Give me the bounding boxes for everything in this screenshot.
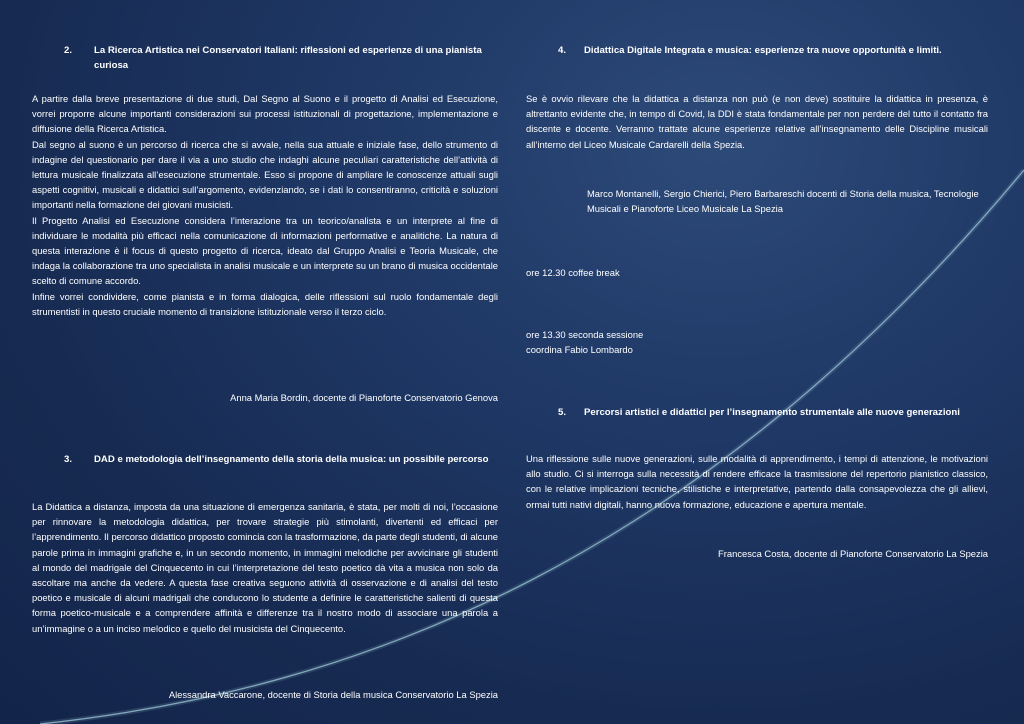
author-signature: Francesca Costa, docente di Pianoforte Conservatorio La Spezia (718, 548, 988, 559)
coffee-break (526, 265, 988, 280)
section-4-body (526, 91, 988, 152)
section-3-signature (32, 687, 498, 702)
author-signature: Anna Maria Bordin, docente di Pianoforte Conservatorio Genova (230, 392, 498, 403)
section-number: 4. (558, 45, 567, 56)
section-number: 5. (558, 407, 567, 418)
section-title: DAD e metodologia dell’insegnamento della storia della musica: un possibile percorso (94, 454, 489, 465)
paragraph: Se è ovvio rilevare che la didattica a distanza non può (e non deve) sostituire la didattica in presenza, è altrettanto evidente che, in tempo di Covid, la DDI è stata fondamentale per non perdere del tutto il contatto fra discente e docente. Verranno trattate alcune esperienze relative all’insegnamento delle Discipline musicali all’interno del Liceo Musicale Cardarelli della Spezia. (526, 93, 988, 150)
paragraph: Il Progetto Analisi ed Esecuzione considera l’interazione tra un teorico/analista e un interprete al fine di individuare le modalità più efficaci nella comunicazione di informazioni performative e analitiche. La natura di questa interazione è il focus di questo progetto di ricerca, ideato dal Gruppo Analisi e Teoria Musicale, che indaga la collaborazione tra uno specialista in analisi musicale e un interprete su un brano di musica occidentale scelto di comune accordo. (32, 214, 498, 287)
section-4-heading (526, 43, 988, 58)
section-3 (32, 452, 498, 467)
section-3-heading (32, 452, 498, 467)
paragraph: La Didattica a distanza, imposta da una situazione di emergenza sanitaria, è stata, per molti di noi, l’occasione per rinnovare la metodologia didattica, per trovare strategie più stimolanti, divertenti ed efficaci per l’apprendimento. Il percorso didattico proposto comincia con la trasformazione, da parte degli studenti, di alcune parole prima in immagini grafiche e, in un secondo momento, in immagini melodiche per avvicinare gli studenti al mondo del madrigale del Cinquecento in cui l’interpretazione del testo poetico dà vita a musica non solo da ascoltare ma anche da vedere. A questa fase creativa seguono attività di osservazione e di analisi del testo poetico e musicale di alcuni madrigali che conducono lo studente a definire le caratteristiche salienti di questa forma poetico-musicale e a comprendere affinità e differenze tra il nostro modo di associare una parola a un’immagine o a un inciso melodico e quello del musicista del Cinquecento. (32, 501, 498, 634)
section-2-body (32, 91, 498, 319)
section-number: 2. (64, 45, 73, 56)
section-title: La Ricerca Artistica nei Conservatori Italiani: riflessioni ed esperienze di una pianista curiosa (94, 45, 482, 71)
schedule-session: ore 13.30 seconda sessione (526, 329, 644, 340)
paragraph: Una riflessione sulle nuove generazioni, sulle modalità di apprendimento, i tempi di attenzione, le motivazioni allo studio. Ci si interroga sulla necessità di rendere efficace la trasmissione del repertorio pianistico classico, con le relative implicazioni tecniche, stilistiche e interpretative, partendo dalla consapevolezza che gli allievi, ormai tutti nativi digitali, hanno nuova formazione, educazione e apertura mentale. (526, 453, 988, 510)
section-title: Percorsi artistici e didattici per l’insegnamento strumentale alle nuove generazioni (584, 407, 960, 418)
paragraph: Dal segno al suono è un percorso di ricerca che si avvale, nella sua attuale e iniziale fase, dello strumento di indagine del questionario per dare il via a uno studio che indaghi alcune peculiari caratteristiche dell’attività di lettura musicale finalizzata all’esecuzione strumentale. Esso si propone di ampliare le conoscenze attuali sugli aspetti cognitivi, musicali e didattici sull’argomento, evidenziando, se i dati lo consentiranno, criticità e soluzioni importanti nella formazione dei giovani musicisti. (32, 138, 498, 211)
section-2-signature (32, 390, 498, 405)
paragraph: A partire dalla breve presentazione di due studi, Dal Segno al Suono e il progetto di Analisi ed Esecuzione, vorrei proporre alcune importanti considerazioni sui processi istituzionali di progettazione, implementazione e diffusione della Ricerca Artistica. (32, 93, 498, 135)
author-signature: Marco Montanelli, Sergio Chierici, Piero Barbareschi docenti di Storia della musica, Tecnologie Musicali e Pianoforte Liceo Musicale La Spezia (587, 188, 979, 215)
section-5-body (526, 451, 988, 512)
schedule-break: ore 12.30 coffee break (526, 267, 620, 278)
second-session (526, 327, 988, 357)
section-title: Didattica Digitale Integrata e musica: esperienze tra nuove opportunità e limiti. (584, 45, 942, 56)
section-2-heading (32, 43, 498, 73)
section-5 (526, 405, 988, 420)
section-2 (32, 43, 498, 73)
section-number: 3. (64, 454, 73, 465)
section-5-heading (526, 405, 988, 420)
session-coordinator: coordina Fabio Lombardo (526, 344, 633, 356)
section-4 (526, 43, 988, 58)
paragraph: Infine vorrei condividere, come pianista e in forma dialogica, delle riflessioni sul ruolo fondamentale degli strumentisti in questo cruciale momento di transizione istituzionale verso il terzo ciclo. (32, 290, 498, 317)
section-4-signature (526, 186, 988, 216)
section-3-body (32, 499, 498, 636)
section-5-signature (526, 546, 988, 561)
author-signature: Alessandra Vaccarone, docente di Storia della musica Conservatorio La Spezia (168, 689, 498, 700)
